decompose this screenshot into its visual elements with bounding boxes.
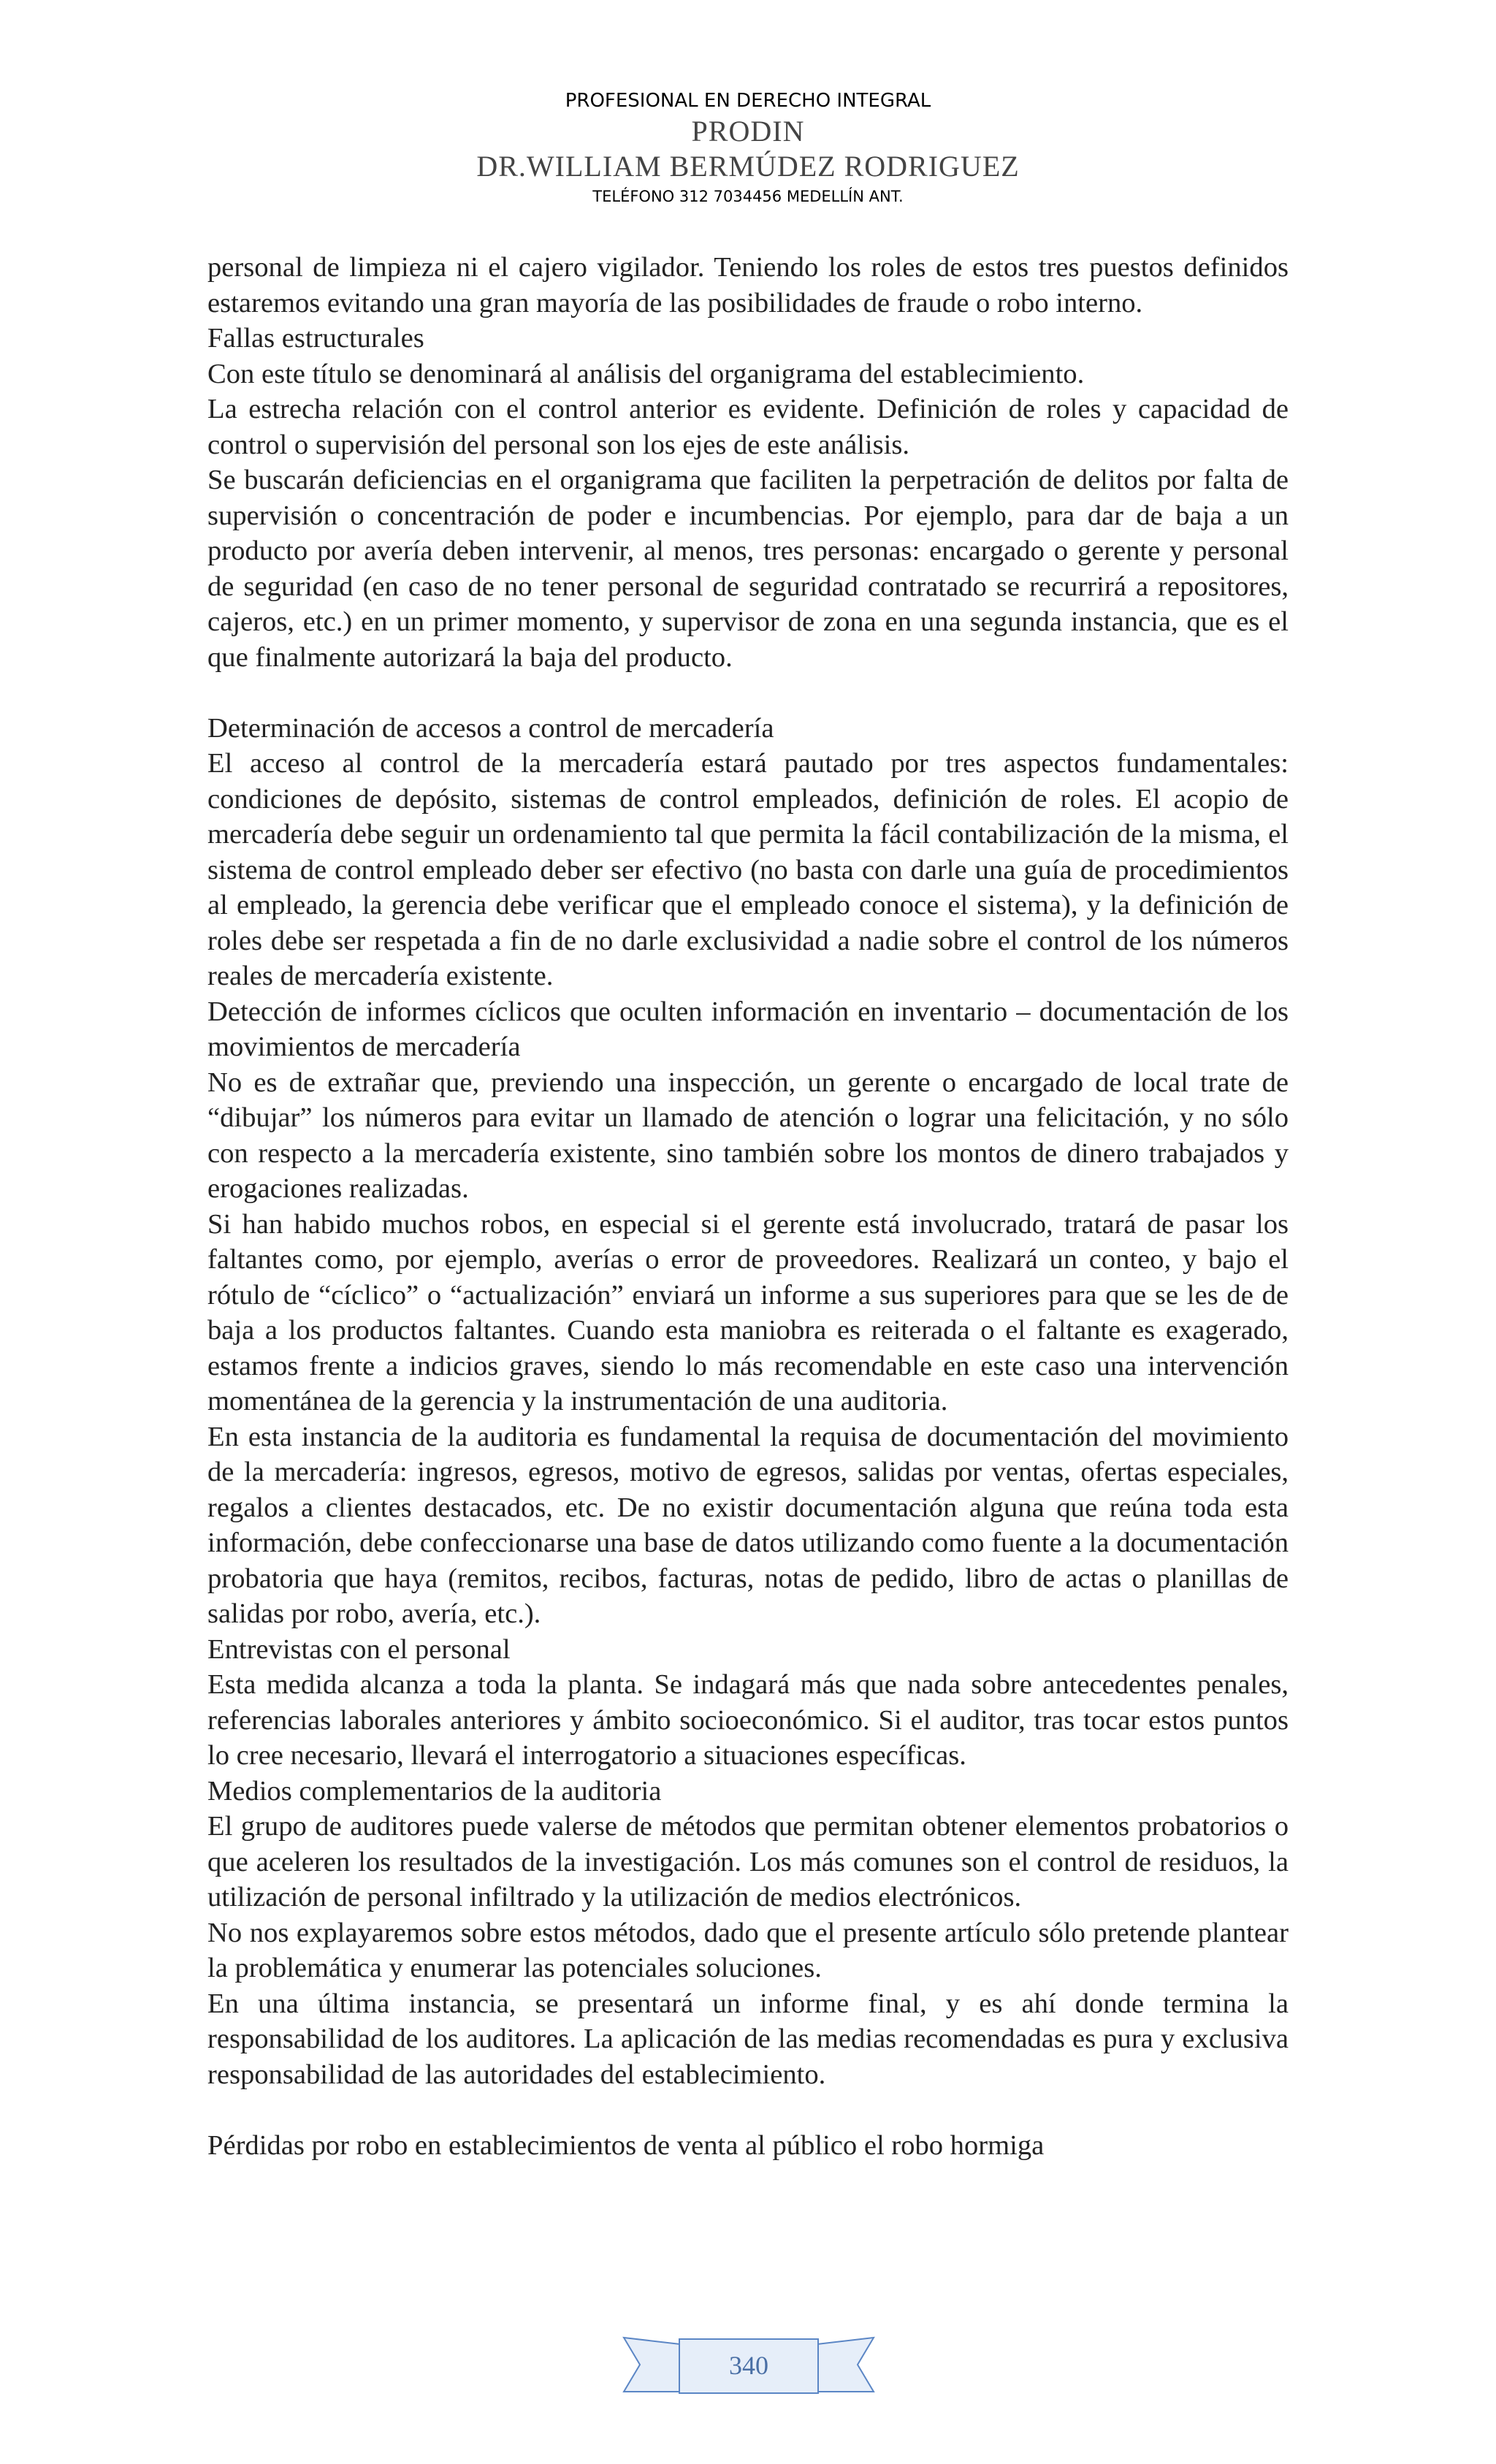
- paragraph: El grupo de auditores puede valerse de métodos que permitan obtener elementos probatorios o que aceleren los resultados de la investigación. Los más comunes son el control de residuos, la utilización de personal infiltrado y la utilización de medios electrónicos.: [207, 1811, 1289, 1912]
- paragraph: No nos explayaremos sobre estos métodos, dado que el presente artículo sólo pretende plantear la problemática y enumerar las potenciales soluciones.: [207, 1917, 1289, 1983]
- section-heading: Medios complementarios de la auditoria: [207, 1775, 662, 1807]
- page-number: 340: [729, 2351, 768, 2380]
- header-author: DR.WILLIAM BERMÚDEZ RODRIGUEZ: [476, 150, 1020, 183]
- spacer: [207, 2092, 1289, 2128]
- section-heading: Entrevistas con el personal: [207, 1633, 511, 1665]
- paragraph: personal de limpieza ni el cajero vigilador. Teniendo los roles de estos tres puestos definidos estaremos evitando una gran mayoría de las posibilidades de fraude o robo interno.: [207, 252, 1289, 319]
- header-profession: PROFESIONAL EN DERECHO INTEGRAL: [565, 90, 931, 112]
- paragraph: En esta instancia de la auditoria es fundamental la requisa de documentación del movimiento de la mercadería: ingresos, egresos, motivo de egresos, salidas por ventas, ofertas especiales, regalos a clientes destacados, etc. De no existir documentación alguna que reúna toda esta información, debe confeccionarse una base de datos utilizando como fuente a la documentación probatoria que haya (remitos, recibos, facturas, notas de pedido, libro de actas o planillas de salidas por robo, avería, etc.).: [207, 1421, 1289, 1629]
- paragraph: Se buscarán deficiencias en el organigrama que faciliten la perpetración de delitos por falta de supervisión o concentración de poder e incumbencias. Por ejemplo, para dar de baja a un producto por avería deben intervenir, al menos, tres personas: encargado o gerente y personal de seguridad (en caso de no tener personal de seguridad contratado se recurrirá a repositores, cajeros, etc.) en un primer momento, y supervisor de zona en una segunda instancia, que es el que finalmente autorizará la baja del producto.: [207, 465, 1289, 673]
- paragraph: Con este título se denominará al análisis del organigrama del establecimiento.: [207, 358, 1085, 389]
- header-brand: PRODIN: [691, 115, 805, 148]
- page-number-ribbon: [621, 2332, 877, 2398]
- section-heading: Detección de informes cíclicos que oculten información en inventario – documentación de los movimientos de mercadería: [207, 996, 1289, 1062]
- paragraph: En una última instancia, se presentará un informe final, y es ahí donde termina la responsabilidad de los auditores. La aplicación de las medias recomendadas es pura y exclusiva responsabilidad de las autoridades del establecimiento.: [207, 1988, 1289, 2090]
- section-heading: Fallas estructurales: [207, 323, 424, 354]
- section-heading: Determinación de accesos a control de mercadería: [207, 712, 774, 744]
- paragraph: Esta medida alcanza a toda la planta. Se indagará más que nada sobre antecedentes penales, referencias laborales anteriores y ámbito socioeconómico. Si el auditor, tras tocar estos puntos lo cree necesario, llevará el interrogatorio a situaciones específicas.: [207, 1669, 1289, 1771]
- document-body: [207, 250, 1289, 2163]
- header-contact: TELÉFONO 312 7034456 MEDELLÍN ANT.: [592, 188, 904, 205]
- paragraph: El acceso al control de la mercadería estará pautado por tres aspectos fundamentales: condiciones de depósito, sistemas de control empleados, definición de roles. El acopio de mercadería debe seguir un ordenamiento tal que permita la fácil contabilización de la misma, el sistema de control empleado deber ser efectivo (no basta con darle una guía de procedimientos al empleado, la gerencia debe verificar que el empleado conoce el sistema), y la definición de roles debe ser respetada a fin de no darle exclusividad a nadie sobre el control de los números reales de mercadería existente.: [207, 748, 1289, 991]
- paragraph: Si han habido muchos robos, en especial si el gerente está involucrado, tratará de pasar los faltantes como, por ejemplo, averías o error de proveedores. Realizará un conteo, y bajo el rótulo de “cíclico” o “actualización” enviará un informe a sus superiores para que se les de de baja a los productos faltantes. Cuando esta maniobra es reiterada o el faltante es exagerado, estamos frente a indicios graves, siendo lo más recomendable en este caso una intervención momentánea de la gerencia y la instrumentación de una auditoria.: [207, 1208, 1289, 1416]
- spacer: [207, 675, 1289, 711]
- paragraph: No es de extrañar que, previendo una inspección, un gerente o encargado de local trate de “dibujar” los números para evitar un llamado de atención o lograr una felicitación, y no sólo con respecto a la mercadería existente, sino también sobre los montos de dinero trabajados y erogaciones realizadas.: [207, 1067, 1289, 1204]
- page-header: [0, 88, 1496, 209]
- section-heading: Pérdidas por robo en establecimientos de venta al público el robo hormiga: [207, 2129, 1045, 2161]
- paragraph: La estrecha relación con el control anterior es evidente. Definición de roles y capacidad de control o supervisión del personal son los ejes de este análisis.: [207, 394, 1289, 460]
